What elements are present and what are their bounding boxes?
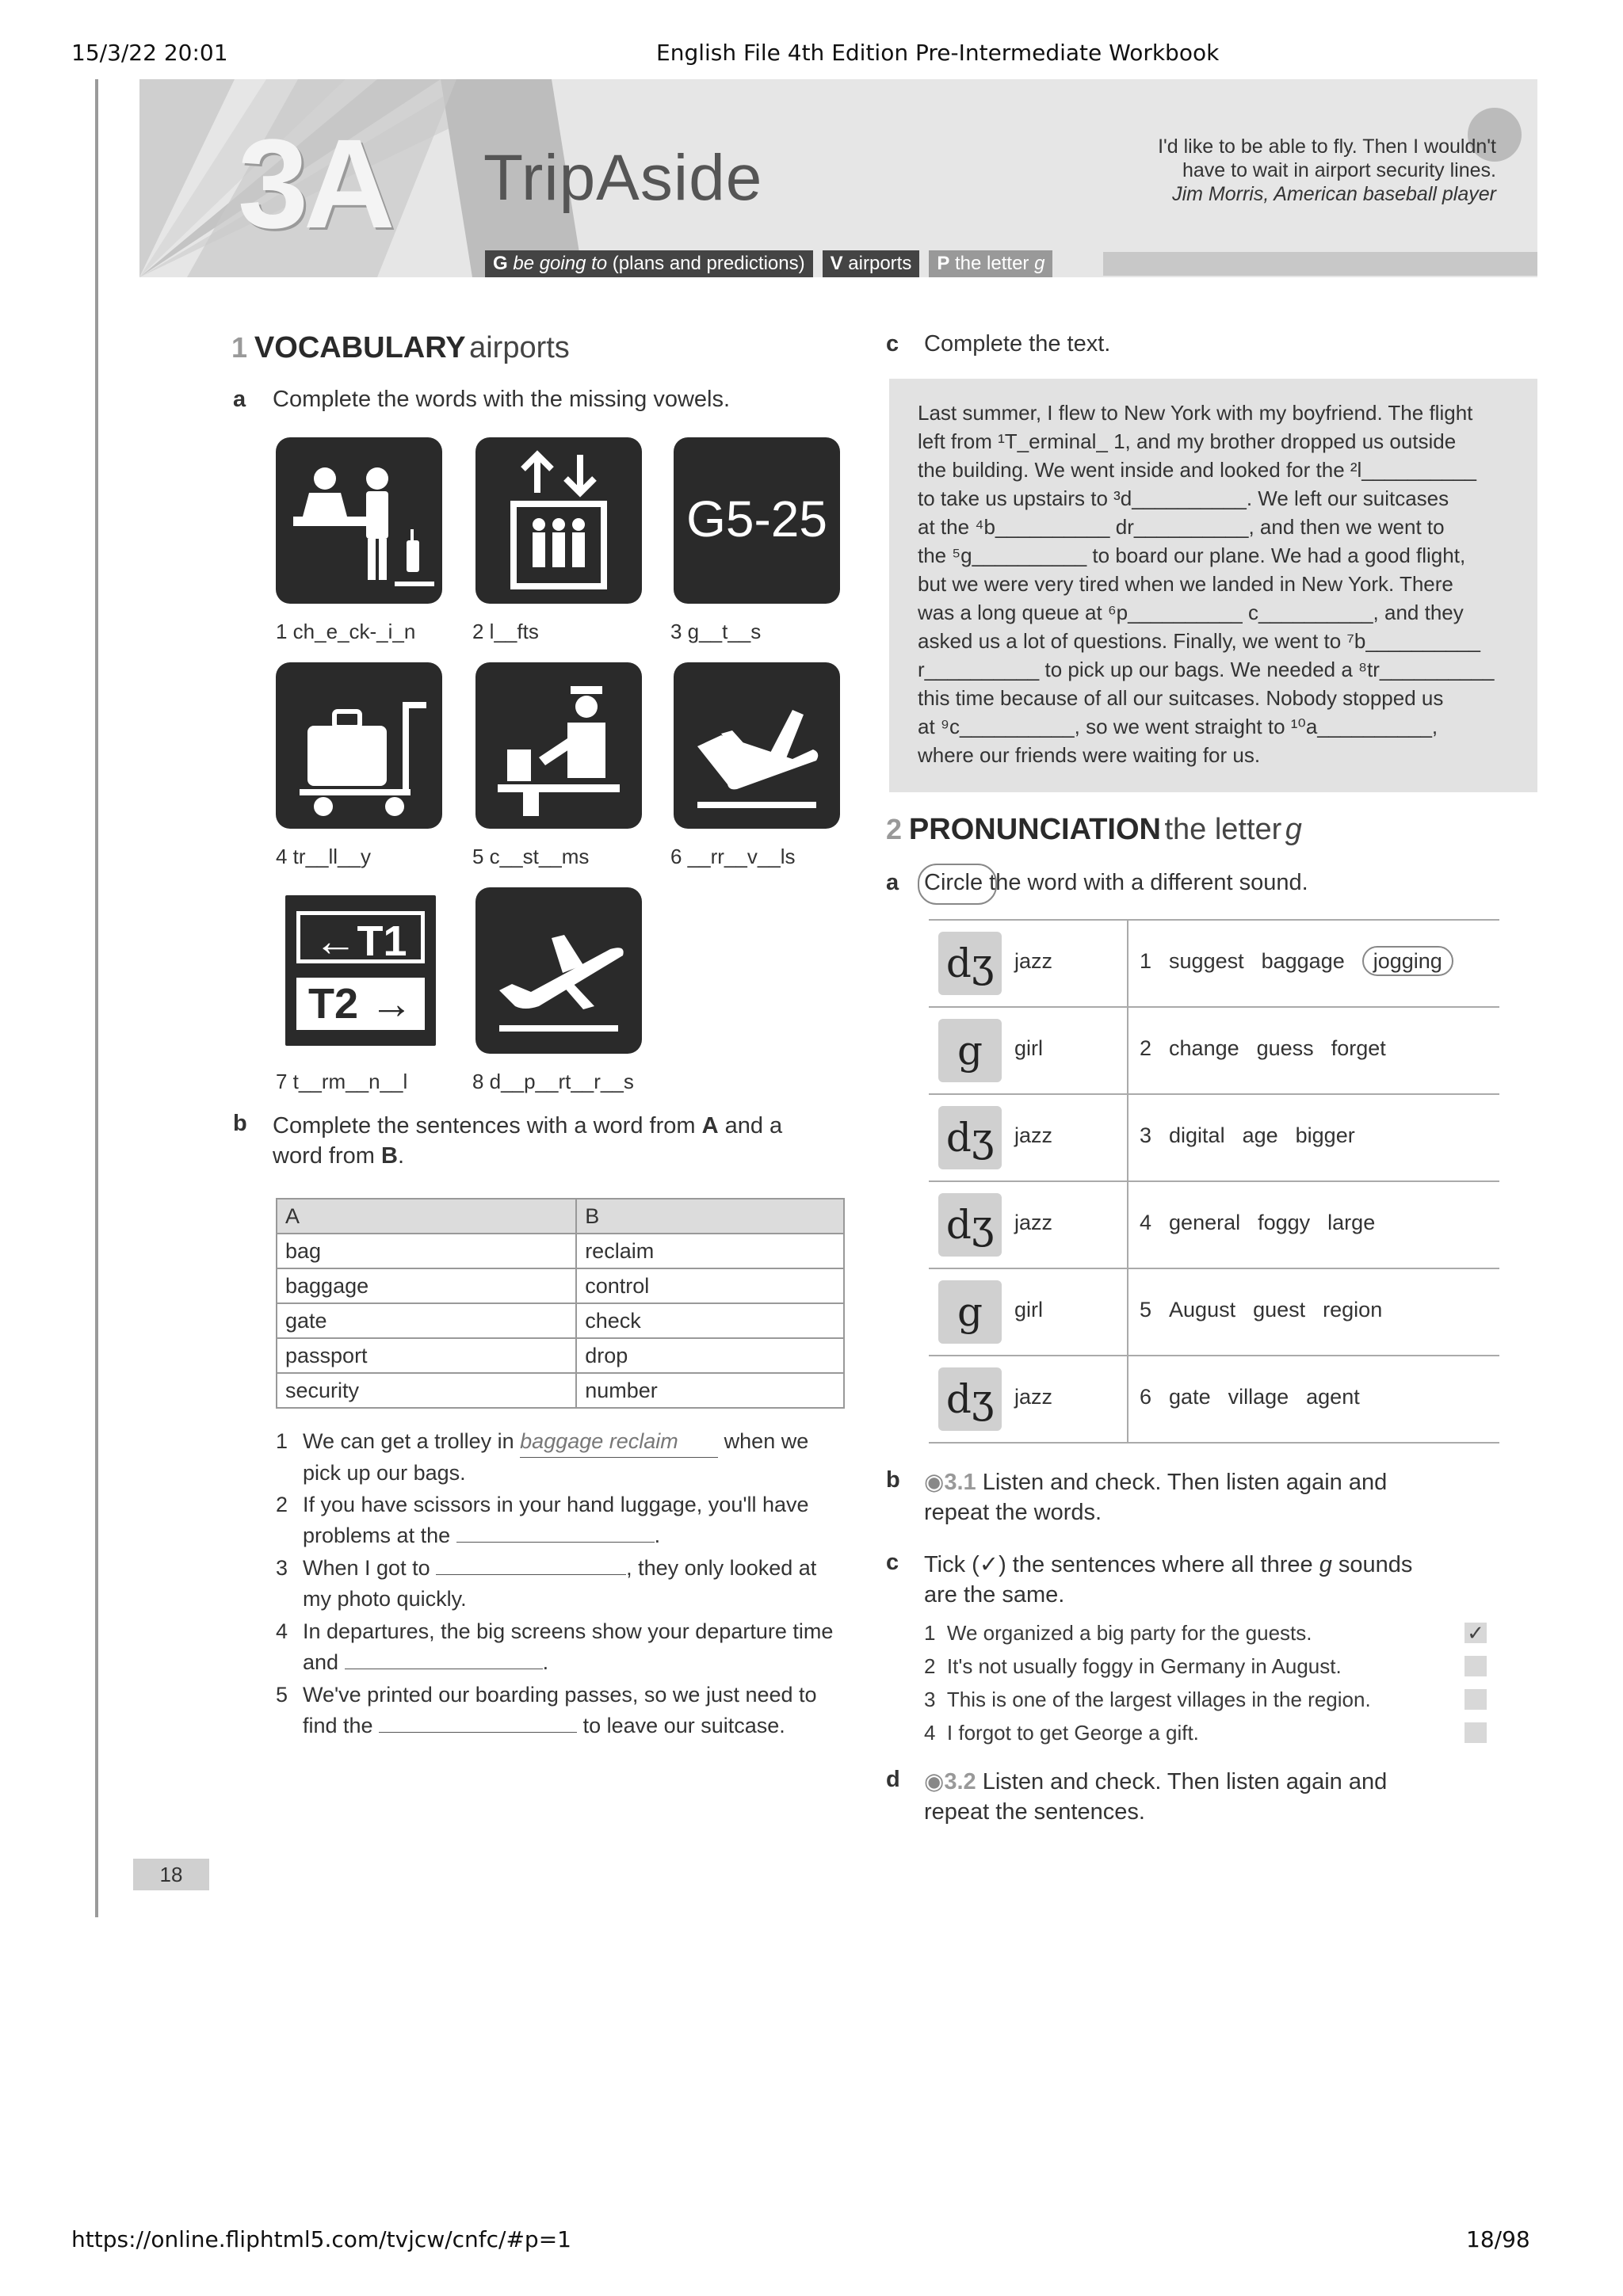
vocab-caption-1: 1 ch_e_ck-_i_n	[276, 620, 416, 643]
sound-key-word: jazz	[1014, 1123, 1053, 1147]
pron-word[interactable]: region	[1323, 1298, 1383, 1322]
unit-title: TripAside	[483, 142, 763, 214]
text-line: asked us a lot of questions. Finally, we went to ⁷b__________	[918, 629, 1480, 653]
sound-symbol-icon: dʒ	[938, 932, 1002, 995]
sound-symbol-icon: g	[938, 1019, 1002, 1082]
lift-icon	[475, 437, 642, 604]
print-datetime: 15/3/22 20:01	[71, 40, 228, 66]
pron-tag: P the letter g	[929, 250, 1052, 277]
page-number: 18	[133, 1859, 209, 1890]
sentence-3: 3 When I got to , they only looked at my photo quickly.	[276, 1556, 817, 1611]
pron-word[interactable]: bigger	[1295, 1123, 1355, 1147]
pron-b-label: b	[886, 1467, 900, 1493]
grammar-tag: G be going to (plans and predictions)	[485, 250, 813, 277]
sound-symbol-icon: dʒ	[938, 1193, 1002, 1257]
answer-blank[interactable]	[436, 1574, 626, 1575]
vocab-b-instruction: Complete the sentences with a word from A and a word from B.	[273, 1113, 783, 1169]
pron-word[interactable]: forget	[1331, 1036, 1386, 1060]
sound-key-word: girl	[1014, 1036, 1044, 1060]
table-cell: control	[576, 1268, 844, 1303]
table-head-a: A	[277, 1199, 576, 1234]
pron-word[interactable]: baggage	[1261, 949, 1345, 973]
pron-word[interactable]: suggest	[1169, 949, 1244, 973]
audio-icon[interactable]: ◉	[924, 1769, 945, 1794]
check-in-desk-icon	[276, 437, 442, 604]
sound-symbol-icon: dʒ	[938, 1367, 1002, 1431]
sentence-2: 2 If you have scissors in your hand luggage, you'll have problems at the .	[276, 1493, 809, 1547]
vocab-a-instruction: Complete the words with the missing vowels.	[273, 387, 731, 412]
vocab-heading: 1 VOCABULARY airports	[231, 331, 570, 364]
text-c-instruction: Complete the text.	[924, 331, 1111, 357]
text-line: to take us upstairs to ³d__________. We left our suitcases	[918, 486, 1449, 510]
pron-word[interactable]: change	[1169, 1036, 1239, 1060]
sound-key-word: girl	[1014, 1298, 1044, 1322]
pron-word[interactable]: foggy	[1258, 1211, 1311, 1234]
pron-word[interactable]: digital	[1169, 1123, 1225, 1147]
text-line: at the ⁴b__________ dr__________, and then we went to	[918, 515, 1445, 539]
pron-word[interactable]: guest	[1253, 1298, 1306, 1322]
pron-a-label: a	[886, 870, 899, 895]
vocab-caption-7: 7 t__rm__n__l	[276, 1070, 408, 1093]
table-cell: number	[576, 1373, 844, 1408]
page-edge	[95, 79, 98, 1917]
table-cell: gate	[277, 1303, 576, 1338]
print-page-count: 18/98	[1466, 2226, 1530, 2252]
pron-word[interactable]: village	[1228, 1385, 1289, 1409]
quote-author: Jim Morris, American baseball player	[1172, 183, 1496, 205]
pron-word[interactable]: guess	[1256, 1036, 1314, 1060]
answer-blank[interactable]	[379, 1732, 577, 1733]
pron-heading: 2 PRONUNCIATION the letter g	[886, 813, 1302, 846]
table-cell: baggage	[277, 1268, 576, 1303]
table-cell: drop	[576, 1338, 844, 1373]
audio-icon[interactable]: ◉	[924, 1470, 945, 1495]
vocab-b-label: b	[233, 1111, 247, 1136]
pron-word[interactable]: August	[1169, 1298, 1236, 1322]
tick-box-2[interactable]	[1465, 1656, 1487, 1676]
text-line: where our friends were waiting for us.	[918, 743, 1261, 767]
terminal-sign-bottom: T2 →	[296, 978, 425, 1030]
pron-row-2: g girl 2 change guess forget	[929, 1008, 1499, 1095]
tick-sentence-3: 3 This is one of the largest villages in the region.	[924, 1688, 1371, 1711]
vocab-tag: V airports	[823, 250, 920, 277]
table-cell: check	[576, 1303, 844, 1338]
pron-row-5: g girl 5 August guest region	[929, 1269, 1499, 1356]
tick-box-3[interactable]	[1465, 1689, 1487, 1710]
quote-line-2: have to wait in airport security lines.	[1182, 159, 1496, 181]
pron-word[interactable]: agent	[1306, 1385, 1360, 1409]
gate-sign-text: G5-25	[686, 490, 827, 547]
tag-bar-fill	[1103, 252, 1537, 276]
text-line: Last summer, I flew to New York with my boyfriend. The flight	[918, 401, 1473, 425]
table-cell: bag	[277, 1234, 576, 1268]
unit-quote	[1052, 135, 1496, 206]
plane-arriving-icon	[674, 662, 840, 829]
text-c-label: c	[886, 331, 899, 357]
pron-word[interactable]: large	[1327, 1211, 1376, 1234]
tick-sentence-2: 2 It's not usually foggy in Germany in August.	[924, 1654, 1342, 1678]
table-cell: security	[277, 1373, 576, 1408]
text-line: this time because of all our suitcases. Nobody stopped us	[918, 686, 1444, 710]
vocab-caption-8: 8 d__p__rt__r__s	[472, 1070, 634, 1093]
tick-box-4[interactable]	[1465, 1722, 1487, 1743]
sound-key-word: jazz	[1014, 1211, 1053, 1234]
tick-sentence-4: 4 I forgot to get George a gift.	[924, 1721, 1199, 1745]
text-line: the building. We went inside and looked for the ²l__________	[918, 458, 1476, 482]
pron-c-instruction: Tick (✓) the sentences where all three g sounds are the same.	[924, 1552, 1413, 1608]
audio-track[interactable]: 3.1	[944, 1470, 976, 1495]
pron-word[interactable]: gate	[1169, 1385, 1211, 1409]
vocab-caption-6: 6 __rr__v__ls	[670, 845, 796, 868]
pron-row-4: dʒ jazz 4 general foggy large	[929, 1182, 1499, 1269]
circle-example	[918, 864, 997, 905]
word-table	[276, 1198, 845, 1409]
text-line: was a long queue at ⁶p__________ c__________, and they	[918, 601, 1464, 624]
quote-line-1: I'd like to be able to fly. Then I wouldn't	[1158, 135, 1496, 158]
vocab-caption-2: 2 l__fts	[472, 620, 539, 643]
text-line: the ⁵g__________ to board our plane. We had a good flight,	[918, 543, 1466, 567]
text-line: at ⁹c__________, so we went straight to ¹⁰a__________,	[918, 715, 1438, 738]
pron-row-3: dʒ jazz 3 digital age bigger	[929, 1095, 1499, 1182]
table-cell: reclaim	[576, 1234, 844, 1268]
sound-symbol-icon: g	[938, 1280, 1002, 1344]
terminal-sign-icon	[285, 895, 436, 1046]
tick-sentence-1: 1 We organized a big party for the guests.	[924, 1621, 1312, 1645]
answer-blank[interactable]	[456, 1542, 655, 1543]
terminal-sign-top: ←T1	[296, 911, 425, 963]
plane-departing-icon	[475, 887, 642, 1054]
pron-row-1: dʒ jazz 1 suggest baggage jogging	[929, 921, 1499, 1008]
audio-track[interactable]: 3.2	[944, 1769, 976, 1794]
text-line: r__________ to pick up our bags. We needed a ⁸tr__________	[918, 658, 1495, 681]
vocab-caption-5: 5 c__st__ms	[472, 845, 590, 868]
sentence-5: 5 We've printed our boarding passes, so we just need to find the to leave our suitcase.	[276, 1683, 817, 1737]
sound-key-word: jazz	[1014, 949, 1053, 973]
vocab-caption-4: 4 tr__ll__y	[276, 845, 371, 868]
table-head-b: B	[576, 1199, 844, 1234]
pron-word[interactable]: general	[1169, 1211, 1241, 1234]
sound-symbol-icon: dʒ	[938, 1106, 1002, 1169]
pron-a-instruction: Circle the word with a different sound.	[924, 870, 1308, 895]
pron-d-label: d	[886, 1767, 900, 1792]
print-doc-title: English File 4th Edition Pre-Intermediate Workbook	[656, 40, 1220, 66]
table-cell: passport	[277, 1338, 576, 1373]
pron-b-instruction: ◉3.1 Listen and check. Then listen again and repeat the words.	[924, 1470, 1388, 1525]
sound-key-word: jazz	[1014, 1385, 1053, 1409]
text-line: but we were very tired when we landed in New York. There	[918, 572, 1453, 596]
customs-officer-icon	[475, 662, 642, 829]
unit-tags	[485, 250, 1052, 277]
vocab-caption-3: 3 g__t__s	[670, 620, 762, 643]
text-line: left from ¹T_erminal_ 1, and my brother dropped us outside	[918, 429, 1457, 453]
pron-d-instruction: ◉3.2 Listen and check. Then listen again and repeat the sentences.	[924, 1769, 1388, 1825]
pron-row-6: dʒ jazz 6 gate village agent	[929, 1356, 1499, 1444]
trolley-icon	[276, 662, 442, 829]
pron-c-label: c	[886, 1550, 899, 1575]
print-url[interactable]: https://online.fliphtml5.com/tvjcw/cnfc/#p=1	[71, 2226, 571, 2252]
sentence-1: 1 We can get a trolley in baggage reclaim when we pick up our bags.	[276, 1426, 846, 1489]
pron-word-circled[interactable]: jogging	[1362, 946, 1453, 976]
answer-blank[interactable]: baggage reclaim	[520, 1426, 718, 1458]
pron-word[interactable]: age	[1242, 1123, 1278, 1147]
gate-sign-icon	[674, 437, 840, 604]
unit-code: 3A	[238, 113, 391, 254]
tick-box-1[interactable]: ✓	[1465, 1623, 1487, 1643]
sentence-4: 4 In departures, the big screens show your departure time and .	[276, 1619, 834, 1674]
vocab-a-label: a	[233, 387, 246, 412]
